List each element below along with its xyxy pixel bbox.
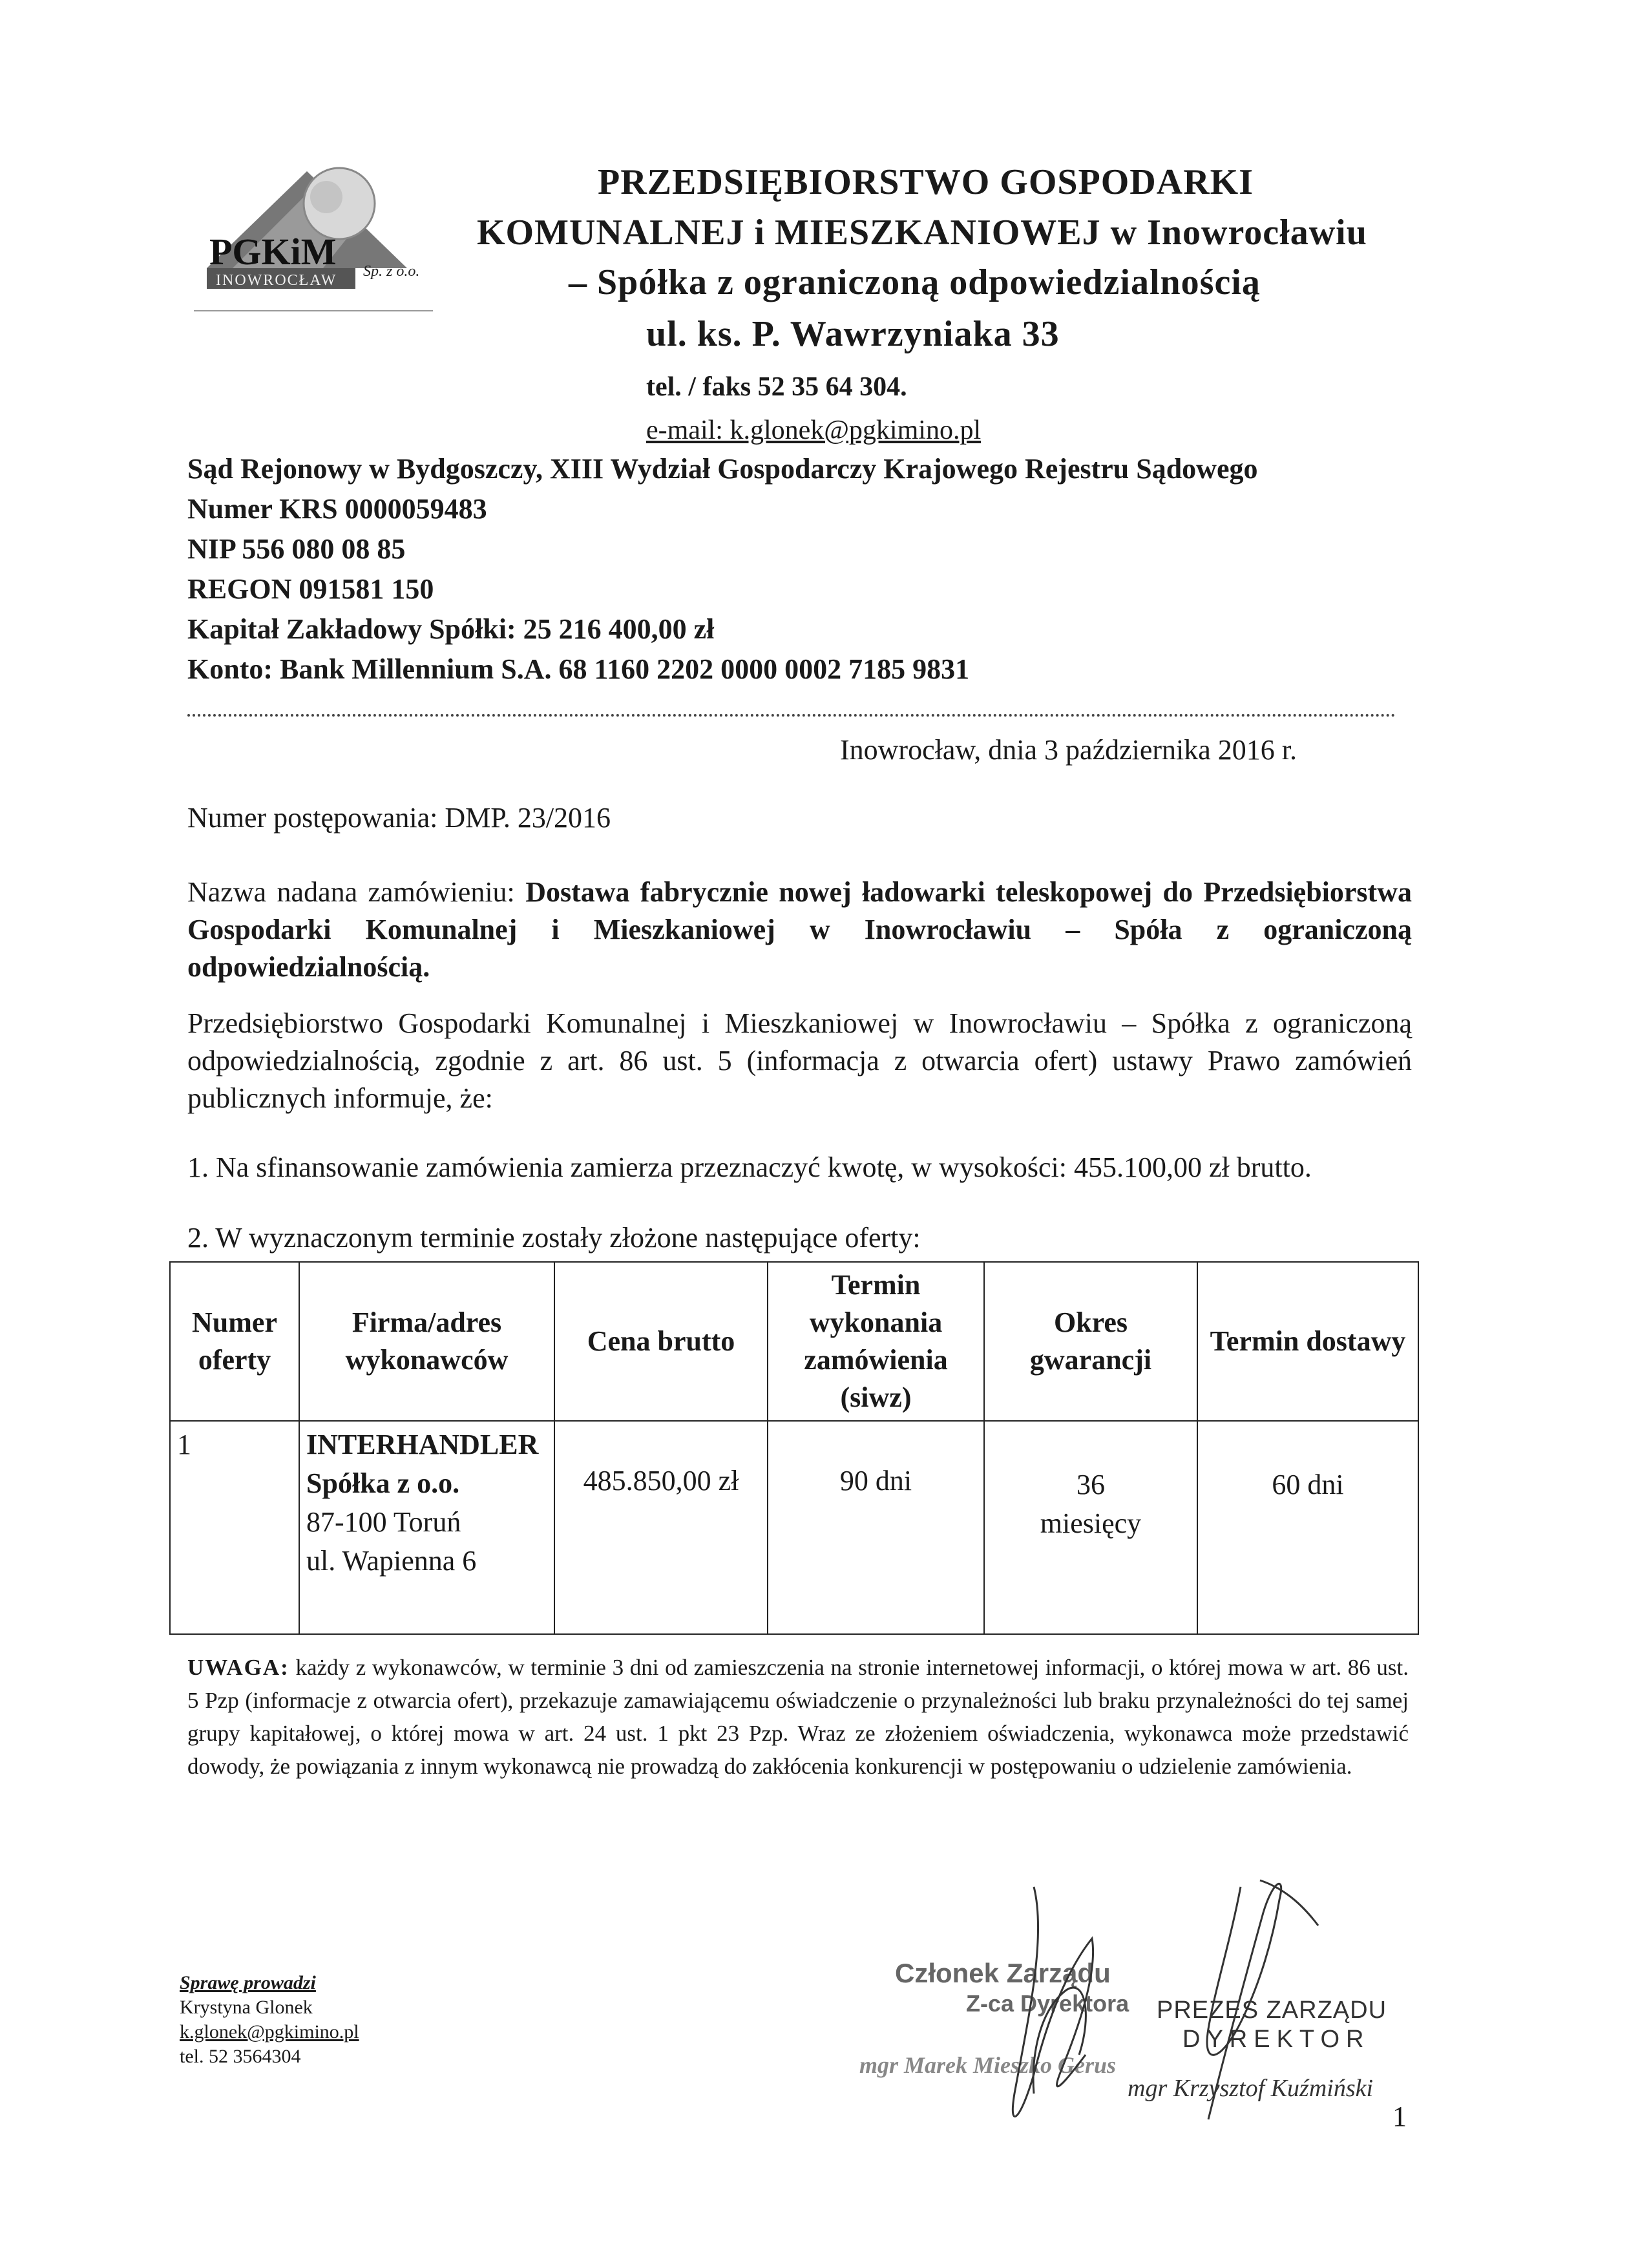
order-subject-text: Dostawa fabrycznie nowej ładowarki teleskopowej do Przedsiębiorstwa Gospodarki Komunalnej i Mieszkaniowej w Inowrocławiu – Spóła z ograniczoną odpowiedzialnością. — [187, 876, 1412, 983]
header-company: Firma/adres wykonawców — [299, 1262, 554, 1421]
registration-krs: Numer KRS 0000059483 — [187, 493, 487, 525]
logo-suffix: Sp. z o.o. — [363, 263, 420, 280]
registration-court: Sąd Rejonowy w Bydgoszczy, XIII Wydział Gospodarczy Krajowego Rejestru Sądowego — [187, 453, 1258, 485]
note-text: każdy z wykonawców, w terminie 3 dni od zamieszczenia na stronie internetowej informacji, o której mowa w art. 86 ust. 5 Pzp (informacje z otwarcia ofert), przekazuje zamawiającemu oświadczenie o przynależności lub braku przynależności do tej samej grupy kapitałowej, o której mowa w art. 24 ust. 1 pkt 23 Pzp. Wraz ze złożeniem oświadczenia, wykonawca może przedstawić dowody, że powiązania z innym wykonawcą nie prowadzą do zakłócenia konkurencji w postępowaniu o udzielenie zamówienia. — [187, 1655, 1409, 1779]
table-header-row — [170, 1262, 1418, 1421]
registration-regon: REGON 091581 150 — [187, 573, 434, 605]
case-number: Numer postępowania: DMP. 23/2016 — [187, 802, 611, 834]
header-warranty: Okres gwarancji — [984, 1262, 1197, 1421]
header-execution-term: Termin wykonania zamówienia (siwz) — [768, 1262, 984, 1421]
offer-company-street: ul. Wapienna 6 — [306, 1545, 477, 1577]
offer-delivery-term: 60 dni — [1197, 1421, 1418, 1634]
offer-number: 1 — [170, 1421, 299, 1634]
header-price: Cena brutto — [554, 1262, 768, 1421]
registration-capital: Kapitał Zakładowy Spółki: 25 216 400,00 zł — [187, 613, 715, 645]
budget-paragraph: 1. Na sfinansowanie zamówienia zamierza przeznaczyć kwotę, w wysokości: 455.100,00 zł brutto. — [187, 1151, 1312, 1183]
stamp-board-member-role: Z-ca Dyrektora — [966, 1990, 1129, 2017]
header-delivery-term: Termin dostawy — [1197, 1262, 1418, 1421]
intro-paragraph: Przedsiębiorstwo Gospodarki Komunalnej i Mieszkaniowej w Inowrocławiu – Spółka z ograniczoną odpowiedzialnością, zgodnie z art. 86 ust. 5 (informacja z otwarcia ofert) ustawy Prawo zamówień publicznych informuje, że: — [187, 1007, 1412, 1114]
note-paragraph — [187, 1651, 1409, 1783]
table-row — [170, 1421, 1418, 1634]
company-name-line2: KOMUNALNEJ i MIESZKANIOWEJ w Inowrocławiu — [477, 213, 1367, 253]
stamp-board-member-name: mgr Marek Mieszko Gerus — [859, 2052, 1117, 2078]
header-offer-number: Numer oferty — [170, 1262, 299, 1421]
prepared-by-title: Sprawę prowadzi — [180, 1972, 316, 1993]
offer-company — [299, 1421, 554, 1634]
company-logo — [194, 158, 452, 320]
company-name-line1: PRZEDSIĘBIORSTWO GOSPODARKI — [598, 162, 1254, 202]
company-address: ul. ks. P. Wawrzyniaka 33 — [646, 314, 1060, 354]
offer-company-form: Spółka z o.o. — [306, 1467, 460, 1499]
offer-company-name: INTERHANDLER — [306, 1429, 539, 1460]
page-number: 1 — [1392, 2101, 1407, 2132]
offer-company-city: 87-100 Toruń — [306, 1506, 461, 1538]
company-name-line3: – Spółka z ograniczoną odpowiedzialnością — [569, 262, 1261, 302]
place-and-date: Inowrocław, dnia 3 października 2016 r. — [840, 734, 1297, 766]
order-subject-label: Nazwa nadana zamówieniu: — [187, 876, 526, 908]
stamp-president-name: mgr Krzysztof Kuźmiński — [1128, 2075, 1374, 2102]
offers-table — [169, 1261, 1419, 1635]
handwritten-signatures — [937, 1861, 1428, 2132]
company-phone: tel. / faks 52 35 64 304. — [646, 372, 907, 402]
registration-nip: NIP 556 080 08 85 — [187, 533, 406, 565]
prepared-by-phone: tel. 52 3564304 — [180, 2046, 301, 2067]
stamp-president-title: PREZES ZARZĄDU — [1157, 1997, 1387, 2024]
offers-intro: 2. W wyznaczonym terminie zostały złożone następujące oferty: — [187, 1222, 921, 1254]
logo-underline — [194, 310, 433, 311]
company-email-link[interactable]: e-mail: k.glonek@pgkimino.pl — [646, 415, 982, 445]
prepared-by-email-link[interactable]: k.glonek@pgkimino.pl — [180, 2021, 359, 2042]
prepared-by-name: Krystyna Glonek — [180, 1997, 313, 2018]
offer-execution-term: 90 dni — [768, 1421, 984, 1634]
order-subject — [187, 874, 1412, 986]
logo-city: INOWROCŁAW — [216, 272, 337, 289]
logo-text: PGKiM — [209, 231, 337, 273]
header-divider — [187, 714, 1396, 717]
note-label: UWAGA: — [187, 1655, 289, 1680]
offer-price: 485.850,00 zł — [554, 1421, 768, 1634]
offer-warranty: 36 miesięcy — [984, 1421, 1197, 1634]
stamp-president-role: DYREKTOR — [1182, 2026, 1371, 2053]
stamp-board-member-title: Członek Zarządu — [895, 1958, 1111, 1988]
registration-bank-account: Konto: Bank Millennium S.A. 68 1160 2202 0000 0002 7185 9831 — [187, 653, 970, 685]
